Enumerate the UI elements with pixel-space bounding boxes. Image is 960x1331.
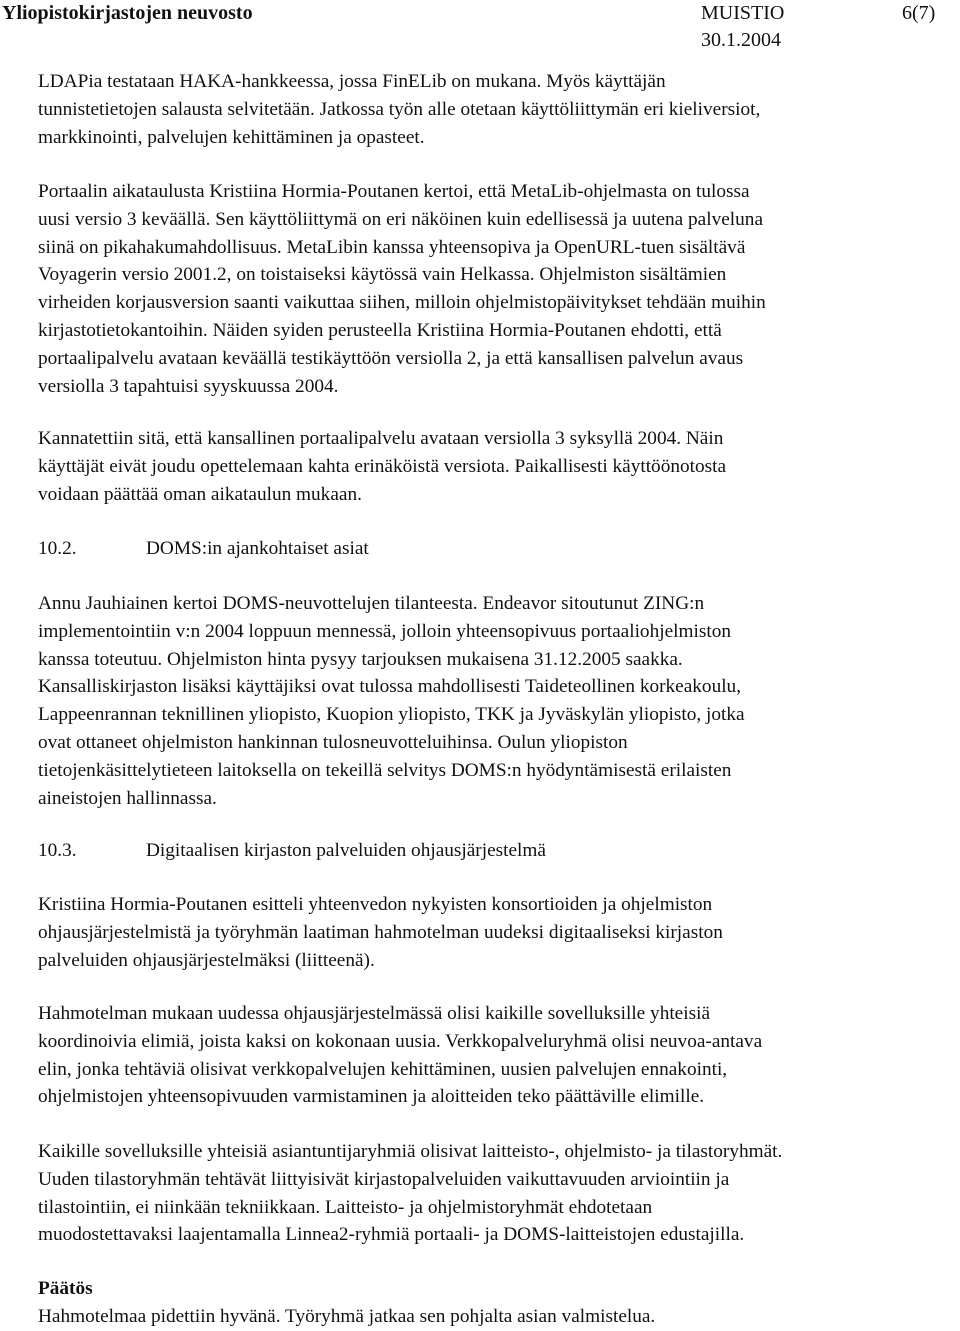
text-line: ohjelmistojen yhteensopivuuden varmistaminen ja aloitteiden teko päättäville elimille.	[38, 1086, 705, 1108]
section-heading-10-2	[38, 535, 369, 563]
paragraph-portal-decision	[38, 425, 960, 508]
section-heading-10-3	[38, 837, 546, 865]
paragraph-ldap	[38, 68, 960, 151]
text-line: Kansalliskirjaston lisäksi käyttäjiksi ovat tulossa mahdollisesti Taideteollinen korkeakoulu,	[38, 676, 742, 698]
text-line: Uuden tilastoryhmän tehtävät liittyisivät kirjastopalveluiden vaikuttavuuden arviointiin ja	[38, 1168, 730, 1190]
text-line: implementointiin v:n 2004 loppuun mennessä, jolloin yhteensopivuus portaaliohjelmiston	[38, 620, 731, 642]
text-line: tunnistetietojen salausta selvitetään. Jatkossa työn alle otetaan käyttöliittymän eri kieliversiot,	[38, 98, 761, 120]
text-line: markkinointi, palvelujen kehittäminen ja opasteet.	[38, 126, 425, 148]
text-line: uusi versio 3 keväällä. Sen käyttöliittymä on eri näköinen kuin edellisessä ja uutena palveluna	[38, 208, 763, 230]
text-line: käyttäjät eivät joudu opettelemaan kahta erinäköistä versiota. Paikallisesti käyttöönotosta	[38, 455, 727, 477]
text-line: tilastointiin, ei niinkään tekniikkaan. Laitteisto- ja ohjelmistoryhmät ehdotetaan	[38, 1196, 653, 1218]
text-line: palveluiden ohjausjärjestelmäksi (liitteenä).	[38, 949, 375, 971]
text-line: Kannatettiin sitä, että kansallinen portaalipalvelu avataan versiolla 3 syksyllä 2004. Näin	[38, 428, 724, 449]
text-line: kirjastotietokantoihin. Näiden syiden perusteella Kristiina Hormia-Poutanen ehdotti, että	[38, 319, 722, 341]
text-line: kanssa toteutuu. Ohjelmiston hinta pysyy tarjouksen mukaisena 31.12.2005 saakka.	[38, 648, 683, 670]
header-organization: Yliopistokirjastojen neuvosto	[2, 2, 253, 24]
text-line: LDAPia testataan HAKA-hankkeessa, jossa FinELib on mukana. Myös käyttäjän	[38, 71, 666, 92]
section-number: 10.3.	[38, 840, 77, 861]
text-line: versiolla 3 tapahtuisi syyskuussa 2004.	[38, 375, 339, 397]
text-line: Voyagerin versio 2001.2, on toistaiseksi käytössä vain Helkassa. Ohjelmiston sisältämien	[38, 264, 727, 286]
section-title: Digitaalisen kirjaston palveluiden ohjausjärjestelmä	[146, 840, 546, 861]
paragraph-doms	[38, 590, 960, 812]
paragraph-portal-schedule	[38, 178, 960, 400]
text-line: tietojenkäsittelytieteen laitoksella on tekeillä selvitys DOMS:n hyödyntämisestä erilaisten	[38, 759, 732, 781]
text-line: Lappeenrannan teknillinen yliopisto, Kuopion yliopisto, TKK ja Jyväskylän yliopisto, jotka	[38, 704, 745, 726]
text-line: virheiden korjausversion saanti vaikuttaa siihen, milloin ohjelmistopäivitykset tehdään muihin	[38, 292, 766, 314]
text-line: koordinoivia elimiä, joista kaksi on kokonaan uusia. Verkkopalveluryhmä olisi neuvoa-antava	[38, 1030, 763, 1052]
decision-block	[38, 1275, 960, 1331]
header-page-number: 6(7)	[902, 2, 936, 24]
text-line: Kaikille sovelluksille yhteisiä asiantuntijaryhmiä olisivat laitteisto-, ohjelmisto- ja tilastoryhmät.	[38, 1141, 783, 1162]
section-title: DOMS:in ajankohtaiset asiat	[146, 538, 369, 559]
decision-text: Hahmotelmaa pidettiin hyvänä. Työryhmä jatkaa sen pohjalta asian valmistelua.	[38, 1305, 656, 1327]
text-line: Annu Jauhiainen kertoi DOMS-neuvottelujen tilanteesta. Endeavor sitoutunut ZING:n	[38, 593, 705, 614]
text-line: Portaalin aikataulusta Kristiina Hormia-Poutanen kertoi, että MetaLib-ohjelmasta on tulossa	[38, 181, 750, 202]
header-date: 30.1.2004	[701, 29, 781, 51]
text-line: portaalipalvelu avataan keväällä testikäyttöön versiolla 2, ja että kansallisen palvelun avaus	[38, 347, 744, 369]
text-line: ovat ottaneet ohjelmiston hankinnan tulosneuvotteluihinsa. Oulun yliopiston	[38, 731, 628, 753]
paragraph-outline	[38, 1000, 960, 1111]
paragraph-expert-groups	[38, 1138, 960, 1249]
decision-label: Päätös	[38, 1278, 93, 1299]
text-line: elin, jonka tehtäviä olisivat verkkopalvelujen kehittäminen, uusien palvelujen ennakointi,	[38, 1058, 728, 1080]
text-line: muodostettavaksi laajentamalla Linnea2-ryhmiä portaali- ja DOMS-laitteistojen edustajilla.	[38, 1224, 745, 1246]
text-line: siinä on pikahakumahdollisuus. MetaLibin kanssa yhteensopiva ja OpenURL-tuen sisältävä	[38, 236, 746, 258]
text-line: voidaan päättää oman aikataulun mukaan.	[38, 483, 362, 505]
section-number: 10.2.	[38, 538, 77, 559]
text-line: aineistojen hallinnassa.	[38, 787, 217, 809]
text-line: Hahmotelman mukaan uudessa ohjausjärjestelmässä olisi kaikille sovelluksille yhteisiä	[38, 1003, 711, 1024]
header-doc-type: MUISTIO	[701, 2, 785, 24]
text-line: Kristiina Hormia-Poutanen esitteli yhteenvedon nykyisten konsortioiden ja ohjelmiston	[38, 894, 713, 915]
paragraph-control-system-summary	[38, 891, 960, 974]
text-line: ohjausjärjestelmistä ja työryhmän laatiman hahmotelman uudeksi digitaaliseksi kirjaston	[38, 921, 723, 943]
